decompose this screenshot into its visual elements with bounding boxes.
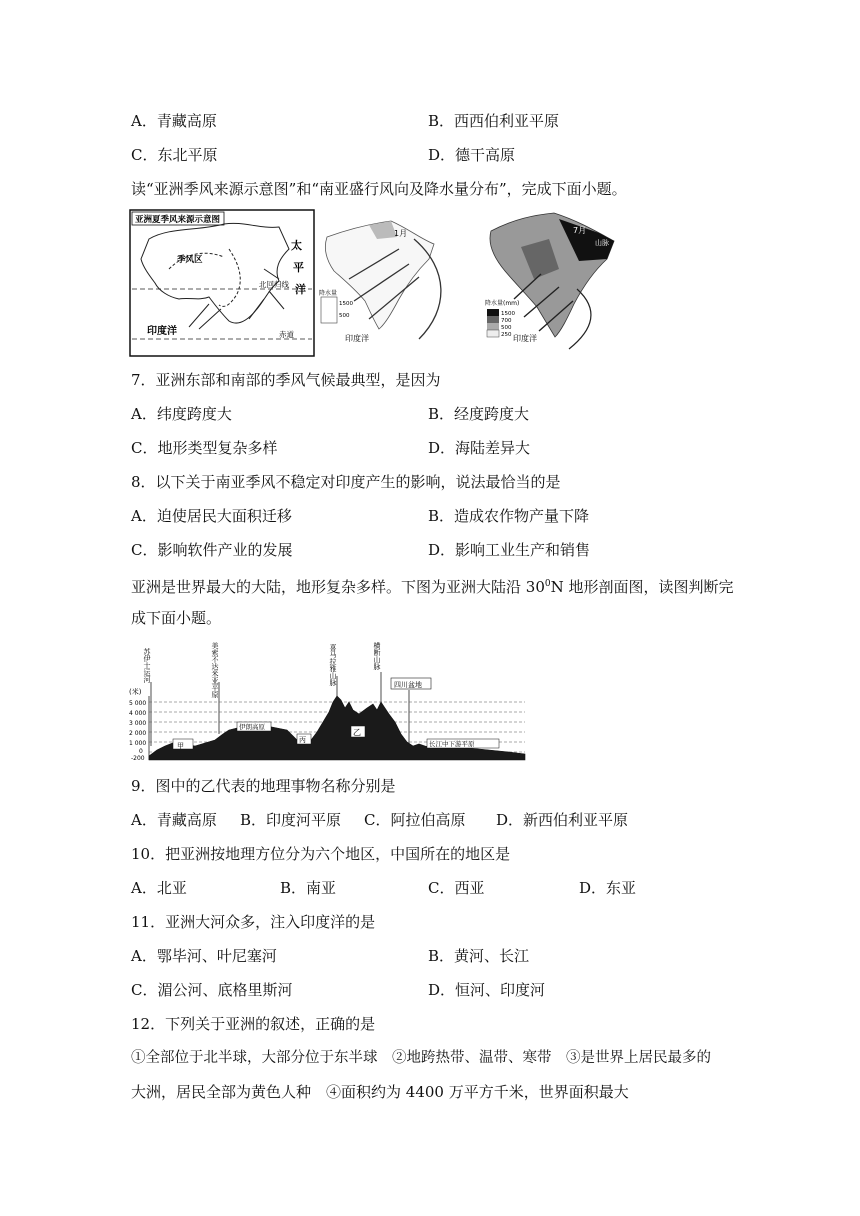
q11-option-d: D．恒河、印度河 bbox=[428, 981, 546, 999]
q12-stem: 12．下列关于亚洲的叙述，正确的是 bbox=[131, 1015, 376, 1033]
terrain-profile-figure bbox=[129, 638, 527, 762]
q10-option-a: A．北亚 bbox=[131, 879, 187, 897]
q7-stem: 7．亚洲东部和南部的季风气候最典型，是因为 bbox=[131, 371, 441, 389]
label-yi: 乙 bbox=[353, 728, 361, 737]
degree-superscript: 0 bbox=[544, 579, 551, 589]
map3-month-label: 7月 bbox=[573, 226, 587, 235]
monsoon-maps-svg bbox=[129, 209, 619, 359]
y-tick-2000: 2 000 bbox=[129, 730, 147, 737]
terrain-profile-svg bbox=[129, 638, 527, 762]
profile-intro-line-2: 成下面小题。 bbox=[131, 609, 222, 627]
label-yangtze-plain: 长江中下游平原 bbox=[429, 740, 475, 748]
q6-option-b: B．西西伯利亚平原 bbox=[428, 112, 560, 130]
asia-monsoon-source-map bbox=[130, 210, 314, 356]
map1-equator-label: 赤道 bbox=[279, 330, 294, 339]
map3-legend-value-1: 1500 bbox=[501, 311, 515, 317]
q11-option-c: C．湄公河、底格里斯河 bbox=[131, 981, 293, 999]
q10-option-b: B．南亚 bbox=[280, 879, 337, 897]
q8-option-a: A．迫使居民大面积迁移 bbox=[131, 507, 292, 525]
q7-option-d: D．海陆差异大 bbox=[428, 439, 531, 457]
profile-intro-pre: 亚洲是世界最大的大陆，地形复杂多样。下图为亚洲大陆沿 30 bbox=[131, 578, 545, 596]
label-iran-plateau: 伊朗高原 bbox=[239, 723, 265, 731]
label-suez-canal: 苏伊士运河 bbox=[143, 648, 151, 683]
map3-legend-value-3: 500 bbox=[501, 325, 512, 331]
label-hengduan: 横断山脉 bbox=[373, 642, 381, 670]
map3-legend-value-2: 700 bbox=[501, 318, 512, 324]
map2-ocean-label: 印度洋 bbox=[345, 334, 369, 343]
q8-stem: 8．以下关于南亚季风不稳定对印度产生的影响，说法最恰当的是 bbox=[131, 473, 561, 491]
profile-intro-post: N 地形剖面图，读图判断完 bbox=[550, 578, 734, 596]
map1-pacific-char-2: 平 bbox=[293, 261, 304, 274]
label-bing: 丙 bbox=[299, 736, 306, 744]
label-mesopotamia: 美索不达米亚平原 bbox=[211, 642, 219, 698]
y-tick-4000: 4 000 bbox=[129, 710, 147, 717]
map1-title: 亚洲夏季风来源示意图 bbox=[135, 215, 221, 225]
q6-option-c: C．东北平原 bbox=[131, 146, 218, 164]
q8-option-d: D．影响工业生产和销售 bbox=[428, 541, 591, 559]
q7-option-c: C．地形类型复杂多样 bbox=[131, 439, 278, 457]
map2-legend-value-1: 1500 bbox=[339, 301, 353, 307]
q10-stem: 10．把亚洲按地理方位分为六个地区，中国所在的地区是 bbox=[131, 845, 511, 863]
q9-option-c: C．阿拉伯高原 bbox=[364, 811, 466, 829]
map2-legend-value-2: 500 bbox=[339, 313, 350, 319]
q11-option-a: A．鄂毕河、叶尼塞河 bbox=[131, 947, 277, 965]
map1-region-label: 季风区 bbox=[177, 255, 203, 265]
map1-pacific-char-1: 太 bbox=[291, 239, 302, 252]
map3-mountain-label: 山脉 bbox=[595, 239, 609, 247]
y-tick-0: 0 bbox=[139, 748, 143, 755]
south-asia-january-map bbox=[319, 221, 441, 343]
map3-ocean-label: 印度洋 bbox=[513, 334, 537, 343]
map1-tropic-label: 北回归线 bbox=[259, 280, 289, 289]
q8-option-c: C．影响软件产业的发展 bbox=[131, 541, 293, 559]
y-tick-minus-200: -200 bbox=[131, 755, 145, 762]
q7-option-a: A．纬度跨度大 bbox=[131, 405, 232, 423]
q6-option-d: D．德干高原 bbox=[428, 146, 516, 164]
label-himalaya: 喜马拉雅山脉 bbox=[329, 644, 337, 686]
profile-unit: (米) bbox=[129, 688, 142, 696]
monsoon-intro: 读“亚洲季风来源示意图”和“南亚盛行风向及降水量分布”，完成下面小题。 bbox=[131, 180, 627, 198]
q11-stem: 11．亚洲大河众多，注入印度洋的是 bbox=[131, 913, 376, 931]
map1-indian-ocean-label: 印度洋 bbox=[147, 326, 177, 337]
map1-pacific-char-3: 洋 bbox=[295, 283, 306, 296]
y-tick-3000: 3 000 bbox=[129, 720, 147, 727]
q12-statement-line-2: 大洲，居民全部为黄色人种 ④面积约为 4400 万平方千米，世界面积最大 bbox=[131, 1083, 629, 1101]
label-jia: 甲 bbox=[177, 742, 184, 750]
q6-option-a: A．青藏高原 bbox=[131, 112, 217, 130]
map2-legend-title: 降水量 bbox=[319, 290, 338, 297]
q9-option-d: D．新西伯利亚平原 bbox=[496, 811, 629, 829]
south-asia-july-map bbox=[485, 213, 614, 349]
q9-option-b: B．印度河平原 bbox=[240, 811, 342, 829]
q8-option-b: B．造成农作物产量下降 bbox=[428, 507, 590, 525]
y-tick-5000: 5 000 bbox=[129, 700, 147, 707]
monsoon-figure bbox=[129, 209, 619, 359]
label-sichuan-basin: 四川盆地 bbox=[394, 681, 422, 689]
map3-legend-value-4: 250 bbox=[501, 332, 512, 338]
map3-legend-title: 降水量(mm) bbox=[485, 300, 520, 307]
map2-month-label: 1月 bbox=[394, 229, 408, 238]
q12-statement-line-1: ①全部位于北半球，大部分位于东半球 ②地跨热带、温带、寒带 ③是世界上居民最多的 bbox=[131, 1050, 711, 1066]
q10-option-d: D．东亚 bbox=[579, 879, 637, 897]
q9-stem: 9．图中的乙代表的地理事物名称分别是 bbox=[131, 777, 396, 795]
q11-option-b: B．黄河、长江 bbox=[428, 947, 530, 965]
profile-intro-line-1 bbox=[131, 573, 734, 598]
q10-option-c: C．西亚 bbox=[428, 879, 485, 897]
terrain-silhouette bbox=[149, 696, 525, 760]
q9-option-a: A．青藏高原 bbox=[131, 811, 217, 829]
q7-option-b: B．经度跨度大 bbox=[428, 405, 530, 423]
y-tick-1000: 1 000 bbox=[129, 740, 147, 747]
